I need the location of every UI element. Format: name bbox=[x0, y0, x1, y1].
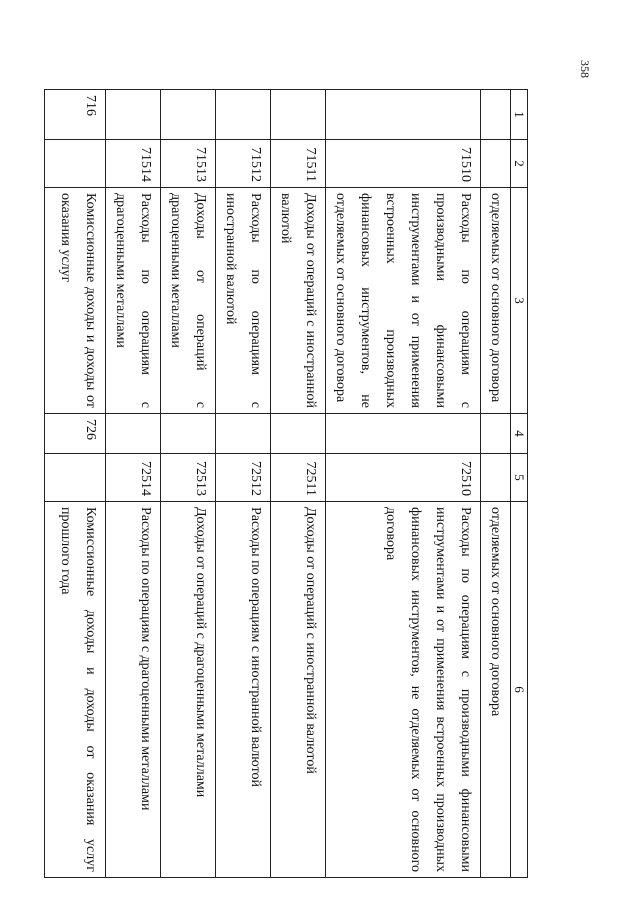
section-name: Комиссионные доходы и доходы от оказания услуг bbox=[45, 188, 106, 414]
section-code bbox=[106, 414, 161, 454]
section-code bbox=[216, 90, 271, 140]
table-row bbox=[271, 90, 326, 878]
account-code: 71514 bbox=[106, 140, 161, 188]
section-code: 726 bbox=[45, 414, 106, 454]
account-code bbox=[45, 454, 106, 502]
section-code bbox=[271, 414, 326, 454]
table-row bbox=[106, 90, 161, 878]
rotated-table-wrapper bbox=[58, 89, 528, 877]
accounts-table bbox=[44, 89, 528, 878]
header-cell: 1 bbox=[511, 90, 528, 140]
section-name: Комиссионные доходы и доходы от оказания услуг прошлого года bbox=[45, 502, 106, 878]
page-number: 358 bbox=[578, 60, 592, 78]
account-code: 72511 bbox=[271, 454, 326, 502]
account-name: Расходы по операциям с производными финансовыми инструментами и от применения встроенных производных финансовых инструментов, не отделяемых от основного договора bbox=[326, 188, 481, 414]
section-code bbox=[481, 90, 511, 140]
section-code bbox=[216, 414, 271, 454]
account-name: Доходы от операций с драгоценными металлами bbox=[161, 188, 216, 414]
table-row bbox=[45, 90, 106, 878]
header-cell: 4 bbox=[511, 414, 528, 454]
table-row bbox=[326, 90, 481, 878]
section-code bbox=[161, 90, 216, 140]
account-code: 71513 bbox=[161, 140, 216, 188]
header-cell: 5 bbox=[511, 454, 528, 502]
section-code bbox=[161, 414, 216, 454]
header-cell: 2 bbox=[511, 140, 528, 188]
account-name: Расходы по операциям с иностранной валютой bbox=[216, 188, 271, 414]
section-code bbox=[271, 90, 326, 140]
table-row bbox=[161, 90, 216, 878]
account-name: отделяемых от основного договора bbox=[481, 502, 511, 878]
account-name: Доходы от операций с драгоценными металлами bbox=[161, 502, 216, 878]
section-code bbox=[481, 414, 511, 454]
account-code bbox=[45, 140, 106, 188]
account-code: 72513 bbox=[161, 454, 216, 502]
table-row bbox=[216, 90, 271, 878]
account-code bbox=[481, 454, 511, 502]
account-code: 71511 bbox=[271, 140, 326, 188]
account-code: 72514 bbox=[106, 454, 161, 502]
account-name: Расходы по операциям с драгоценными металлами bbox=[106, 188, 161, 414]
account-code: 71510 bbox=[326, 140, 481, 188]
header-cell: 3 bbox=[511, 188, 528, 414]
account-name: Расходы по операциям с производными финансовыми инструментами и от применения встроенных производных финансовых инструментов, не отделяемых от основного договора bbox=[326, 502, 481, 878]
table-row bbox=[481, 90, 511, 878]
account-code: 72510 bbox=[326, 454, 481, 502]
account-code: 72512 bbox=[216, 454, 271, 502]
account-name: Доходы от операций с иностранной валютой bbox=[271, 188, 326, 414]
account-name: Расходы по операциям с драгоценными металлами bbox=[106, 502, 161, 878]
section-code bbox=[326, 414, 481, 454]
account-name: Доходы от операций с иностранной валютой bbox=[271, 502, 326, 878]
header-row bbox=[511, 90, 528, 878]
section-code bbox=[106, 90, 161, 140]
section-code bbox=[326, 90, 481, 140]
header-cell: 6 bbox=[511, 502, 528, 878]
account-name: отделяемых от основного договора bbox=[481, 188, 511, 414]
section-code: 716 bbox=[45, 90, 106, 140]
account-code: 71512 bbox=[216, 140, 271, 188]
account-name: Расходы по операциям с иностранной валютой bbox=[216, 502, 271, 878]
account-code bbox=[481, 140, 511, 188]
